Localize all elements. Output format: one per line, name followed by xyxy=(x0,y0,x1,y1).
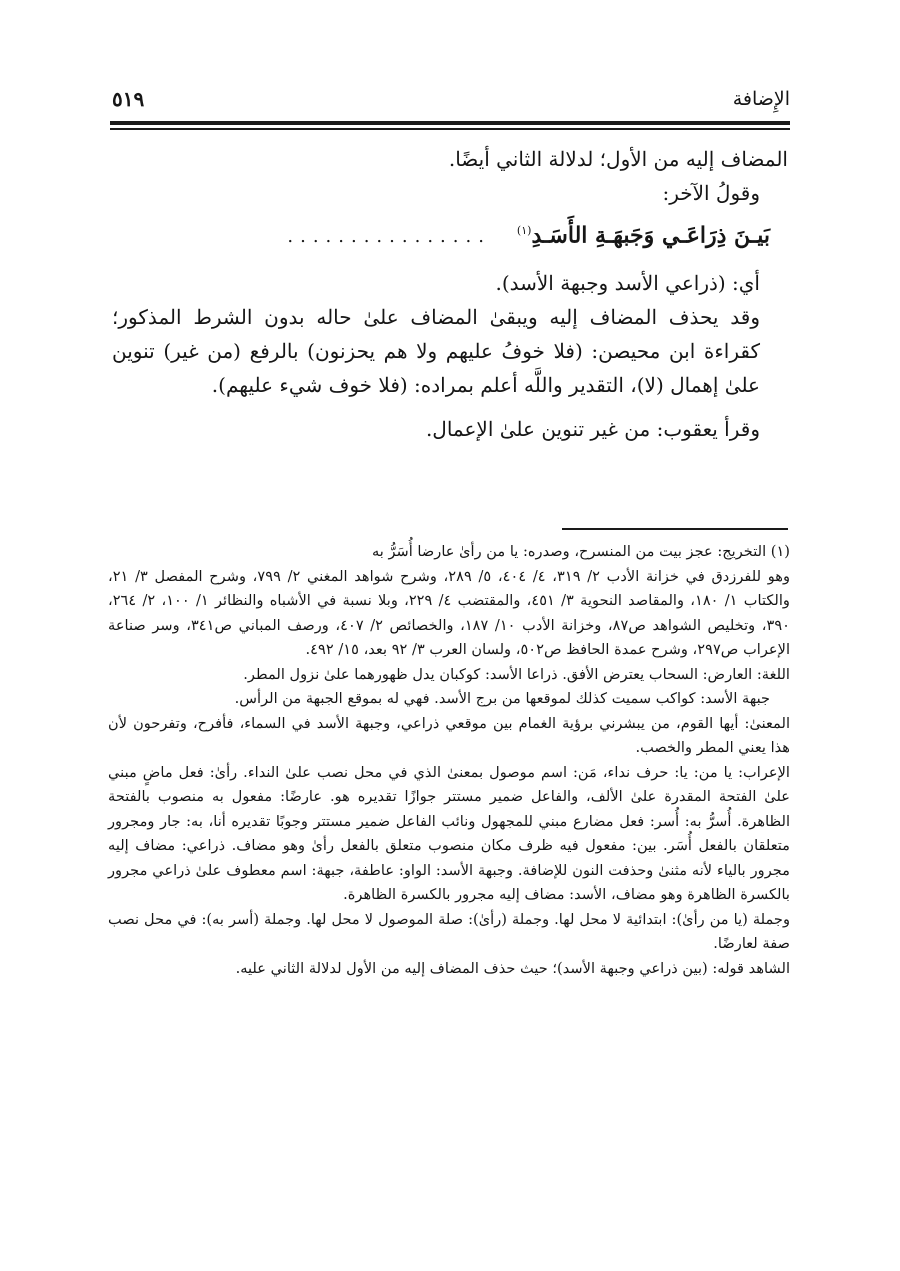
footnote-jumla: وجملة (يا من رأىٰ): ابتدائية لا محل لها. وجملة (رأىٰ): صلة الموصول لا محل لها. وجملة (أسر به): في محل نصب صفة لعارضًا. xyxy=(108,910,790,952)
body-line-2: وقولُ الآخر: xyxy=(662,181,760,205)
body-line-1: المضاف إليه من الأول؛ لدلالة الثاني أيضًا. xyxy=(448,147,788,171)
verse-text xyxy=(517,214,770,252)
page-number: ٥١٩ xyxy=(112,87,145,111)
footnote-shahid: الشاهد قوله: (بين ذراعي وجبهة الأسد)؛ حيث حذف المضاف إليه من الأول لدلالة الثاني عليه. xyxy=(235,959,790,977)
chapter-title: الإِضافة xyxy=(732,88,790,110)
body-paragraph-2: وقرأ يعقوب: من غير تنوين علىٰ الإعمال. xyxy=(425,417,760,441)
footnote-irab: الإعراب: يا من: يا: حرف نداء، مَن: اسم موصول بمعنىٰ الذي في محل نصب علىٰ النداء. رأىٰ: فعل ماضٍ مبني علىٰ الفتحة المقدرة علىٰ الألف، والفاعل ضمير مستتر جوازًا تقديره هو. عارضًا: مفعول به منصوب بالفتحة الظاهرة. أُسرُّ به: أُسر: فعل مضارع مبني للمجهول ونائب الفاعل ضمير مستتر وجوبًا تقديره أنا، به: جار ومجرور متعلقان بالفعل أُسَر. بين: مفعول فيه ظرف مكان منصوب متعلق بالفعل رأىٰ وهو مضاف. ذراعي: مضاف إليه مجرور بالياء لأنه مثنىٰ وحذفت النون للإضافة. وجبهة الأسد: الواو: عاطفة، جبهة: اسم معطوف علىٰ ذراعي مجرور بالكسرة الظاهرة وهو مضاف، الأسد: مضاف إليه مجرور بالكسرة الظاهرة. xyxy=(108,763,790,903)
body-line-3: أي: (ذراعي الأسد وجبهة الأسد). xyxy=(495,271,760,295)
body-paragraph-1 xyxy=(112,300,788,402)
footnote-takhrij-sources: وهو للفرزدق في خزانة الأدب ٢/ ٣١٩، ٤/ ٤٠٤، ٥/ ٢٨٩، وشرح شواهد المغني ٢/ ٧٩٩، وشرح المفصل ٣/ ٢١، والكتاب ١/ ١٨٠، والمقاصد النحوية ٣/ ٤٥١، والمقتضب ٤/ ٢٢٩، وبلا نسبة في الأشباه والنظائر ١/ ١٠٠، ٢/ ٢٦٤، ٣٩٠، وتخليص الشواهد ص٨٧، وخزانة الأدب ١٠/ ١٨٧، والخصائص ٢/ ٤٠٧، ورصف المباني ص٣٤١، وسر صناعة الإعراب ص٢٩٧، وشرح عمدة الحافظ ص٥٠٢، ولسان العرب ٣/ ٩٢ بعد، ١٥/ ٤٩٢. xyxy=(108,567,791,658)
footnote-takhrij-heading: (١) التخريج: عجز بيت من المنسرح، وصدره: يا من رأىٰ عارضا أُسَرُّ به xyxy=(371,543,790,560)
footnote-lugha-2: جبهة الأسد: كواكب سميت كذلك لموقعها من برج الأسد. فهي له بموقع الجبهة من الرأس. xyxy=(234,690,770,707)
footnote-ref: (١) xyxy=(516,224,532,237)
running-header xyxy=(112,82,790,116)
main-text xyxy=(112,142,788,446)
header-rule-thin xyxy=(110,128,790,130)
verse-line xyxy=(112,214,788,266)
verse-ellipsis: ................ xyxy=(287,226,491,248)
verse-hemistich: بَيـنَ ذِرَاعَـي وَجَبهَـةِ الأَسَـدِ xyxy=(531,222,770,249)
paragraph-1-text: وقد يحذف المضاف إليه ويبقىٰ المضاف علىٰ حاله بدون الشرط المذكور؛ كقراءة ابن محيصن: (فلا خوفُ عليهم ولا هم يحزنون) بالرفع (من غير) تنوين علىٰ إهمال (لا)، التقدير واللَّه أعلم بمراده: (فلا خوف شيء عليهم). xyxy=(112,305,760,397)
header-rule-thick xyxy=(110,121,790,125)
footnote-maana: المعنىٰ: أيها القوم، من يبشرني برؤية الغمام بين موقعي ذراعي، وجبهة الأسد في السماء، فأفرح، وتفرحون لأن هذا يعني المطر والخصب. xyxy=(108,714,790,756)
footnote-lugha-1: اللغة: العارض: السحاب يعترض الأفق. ذراعا الأسد: كوكبان يدل ظهورهما علىٰ نزول المطر. xyxy=(243,665,790,683)
footnote-separator xyxy=(562,528,788,530)
footnotes xyxy=(108,540,790,981)
